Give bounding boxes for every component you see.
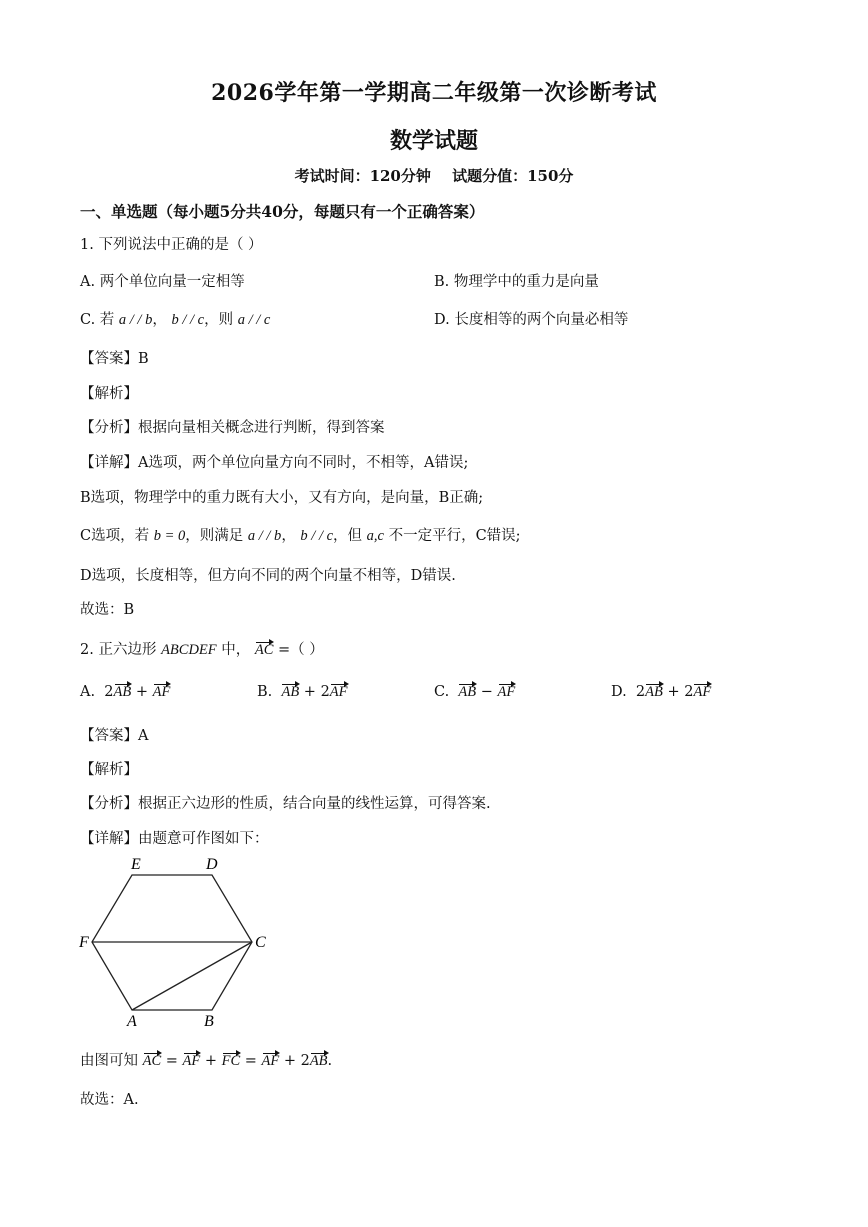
exam-meta [0, 165, 868, 186]
q2-option-d: D. 2AB + 2AF [611, 684, 712, 700]
q2-stem-vector: AC [254, 642, 274, 658]
exam-title: 2026学年第一学期高二年级第一次诊断考试 [211, 80, 657, 106]
q2-option-c: C. AB − AF [434, 684, 516, 700]
q2-conclusion-prefix: 由图可知 [80, 1053, 138, 1069]
q2-option-a-af: AF [152, 684, 171, 700]
q2-detail: 【详解】由题意可作图如下： [80, 831, 269, 847]
q2-option-d-ab: AB [645, 684, 663, 700]
q2-stem [80, 638, 324, 659]
q1-detail-3-cond1: a / / b [247, 528, 282, 544]
q2-fenxi: 【分析】根据正六边形的性质，结合向量的线性运算，可得答案. [80, 796, 491, 812]
label-a: A [127, 1013, 137, 1030]
q2-option-b-label: B. [257, 684, 273, 700]
q2-option-d-label: D. [611, 684, 627, 700]
q1-answer: 【答案】B [80, 351, 149, 367]
q1-detail-3-f: 不一定平行，C错误; [388, 528, 521, 544]
q2-option-c-ab: AB [458, 684, 477, 700]
q2-option-b: B. AB + 2AF [257, 684, 348, 700]
q1-detail-3-c: ，则满足 [185, 528, 244, 544]
q2-option-a: A. 2AB + AF [80, 684, 171, 700]
q1-option-c: C. 若 a / / b， b / / c，则 a / / c [80, 312, 271, 328]
q1-choose: 故选：B [80, 602, 135, 618]
q1-detail-3-d: ，但 [333, 528, 363, 544]
q1-detail-4: D选项，长度相等，但方向不同的两个向量不相等，D错误. [80, 568, 456, 584]
q1-option-d: D. 长度相等的两个向量必相等 [434, 312, 629, 328]
q1-detail-3: C选项，若 b = 0，则满足 a / / b， b / / c，但 a,c 不一定平行，C错误; [80, 528, 521, 544]
q2-stem-d: =（ ） [278, 642, 324, 658]
q1-detail-3-a: C选项，若 [80, 528, 150, 544]
exam-score: 试题分值：150分 [452, 167, 574, 185]
section-heading: 一、单选题（每小题5分共40分，每题只有一个正确答案） [80, 202, 485, 221]
q1-option-c-conclusion: a / / c [237, 312, 271, 328]
q1-detail-3-e: a,c [366, 528, 384, 544]
q2-conclusion-fc: FC [221, 1053, 241, 1069]
label-b: B [204, 1013, 214, 1030]
q2-option-b-af: AF [329, 684, 348, 700]
q1-detail-1: 【详解】A选项，两个单位向量方向不同时，不相等，A错误; [80, 455, 469, 471]
q2-option-d-af: AF [693, 684, 712, 700]
label-d: D [206, 856, 218, 873]
label-f: F [79, 934, 89, 951]
label-c: C [255, 934, 266, 951]
q2-stem-a: 2. 正六边形 [80, 642, 157, 658]
q2-conclusion-ac: AC [142, 1053, 162, 1069]
q1-detail-3-cond2: b / / c [300, 528, 334, 544]
q2-option-a-ab: AB [113, 684, 132, 700]
q1-option-a: A. 两个单位向量一定相等 [80, 274, 245, 290]
q2-answer: 【答案】A [80, 728, 149, 744]
q1-fenxi: 【分析】根据向量相关概念进行判断，得到答案 [80, 420, 385, 436]
q2-choose: 故选：A. [80, 1092, 139, 1108]
q2-stem-b: ABCDEF [161, 642, 217, 658]
q2-conclusion: 由图可知 AC = AF + FC = AF + 2AB. [80, 1053, 333, 1069]
q1-option-c-cond1: a / / b [118, 312, 153, 328]
q1-option-b: B. 物理学中的重力是向量 [434, 274, 599, 290]
exam-subtitle: 数学试题 [389, 128, 478, 154]
q1-analysis-head: 【解析】 [80, 386, 138, 402]
q2-analysis-head: 【解析】 [80, 762, 138, 778]
segment-ac [132, 942, 252, 1010]
q2-conclusion-ab: AB [309, 1053, 328, 1069]
q2-stem-c: 中， [221, 642, 251, 658]
label-e: E [131, 856, 141, 873]
q1-stem: 1. 下列说法中正确的是（ ） [80, 237, 263, 253]
q2-conclusion-af: AF [182, 1053, 201, 1069]
q2-option-c-label: C. [434, 684, 450, 700]
q2-option-c-af: AF [497, 684, 516, 700]
q1-option-c-cond2: b / / c [171, 312, 205, 328]
q1-option-c-then: ，则 [204, 312, 234, 328]
q2-conclusion-af2: AF [261, 1053, 280, 1069]
exam-time: 考试时间：120分钟 [294, 167, 431, 185]
hexagon-figure [75, 850, 295, 1040]
q2-option-b-ab: AB [281, 684, 300, 700]
q1-detail-2: B选项，物理学中的重力既有大小，又有方向，是向量，B正确; [80, 490, 484, 506]
q1-detail-3-b: b = 0 [153, 528, 186, 544]
q1-option-c-prefix: C. 若 [80, 312, 115, 328]
q2-option-a-label: A. [80, 684, 96, 700]
